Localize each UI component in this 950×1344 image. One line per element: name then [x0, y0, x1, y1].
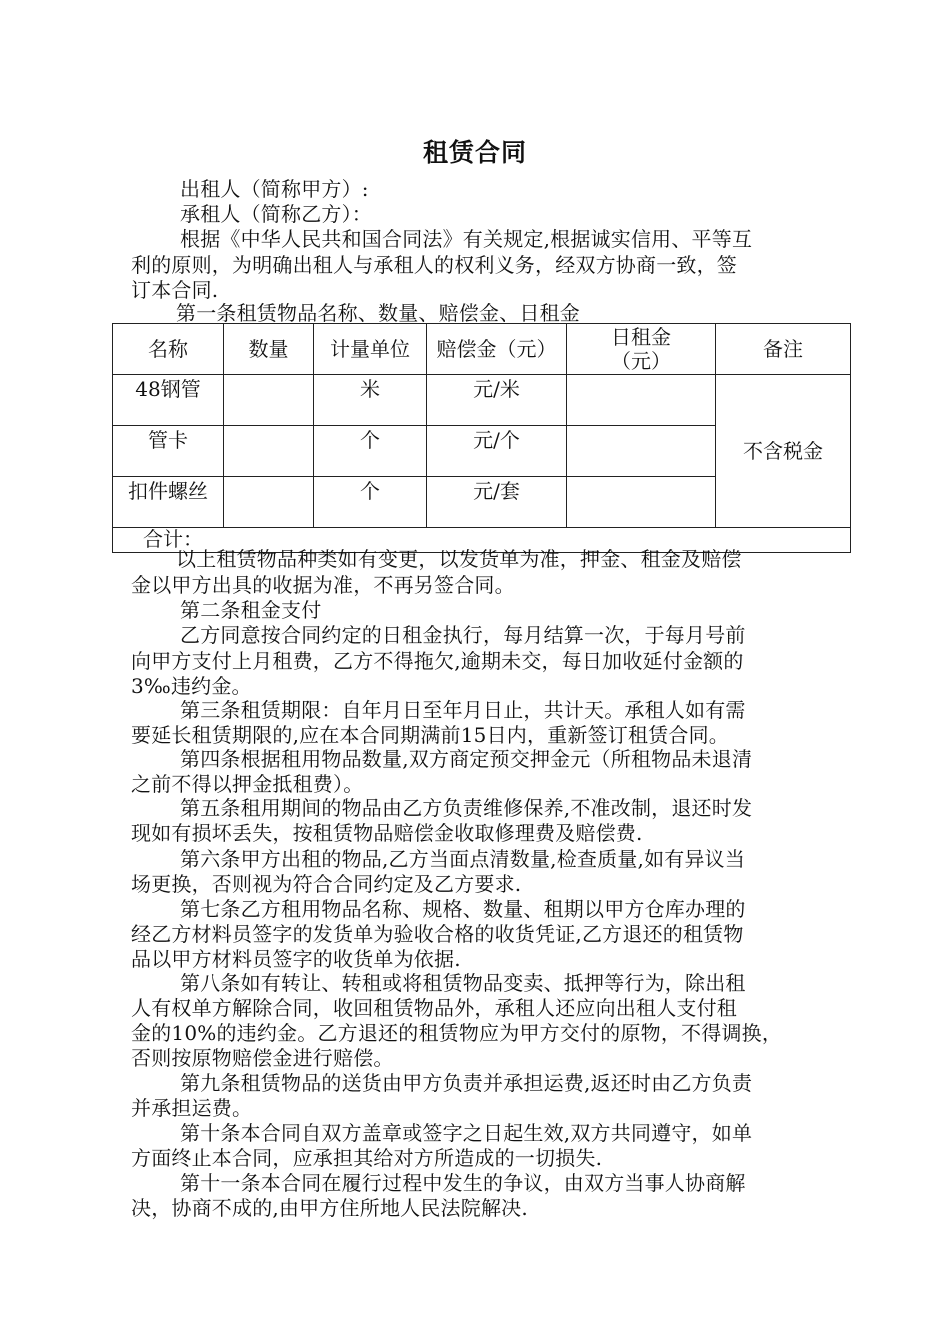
- cell-quantity: [224, 426, 314, 477]
- article1-heading: 第一条租赁物品名称、数量、赔偿金、日租金: [176, 301, 580, 325]
- rental-items-table-wrapper: [112, 323, 850, 551]
- header-unit: 计量单位: [314, 324, 427, 375]
- article8-line: 第八条如有转让、转租或将租赁物品变卖、抵押等行为，除出租: [180, 971, 746, 995]
- cell-compensation: 元/套: [427, 477, 567, 528]
- after-table-line: 金以甲方出具的收据为准，不再另签合同。: [131, 573, 515, 597]
- article2-line: 向甲方支付上月租费，乙方不得拖欠,逾期未交，每日加收延付金额的: [131, 649, 744, 673]
- lessor-line: 出租人（简称甲方）:: [180, 177, 369, 201]
- table-row: [113, 375, 851, 426]
- article8-line: 否则按原物赔偿金进行赔偿。: [131, 1046, 394, 1070]
- article11-line: 第十一条本合同在履行过程中发生的争议，由双方当事人协商解: [180, 1171, 746, 1195]
- cell-quantity: [224, 375, 314, 426]
- article9-line: 第九条租赁物品的送货由甲方负责并承担运费,返还时由乙方负责: [180, 1071, 753, 1095]
- header-compensation: 赔偿金（元）: [427, 324, 567, 375]
- header-daily-rent: [567, 324, 716, 375]
- article9-line: 并承担运费。: [131, 1096, 253, 1120]
- article7-line: 品以甲方材料员签字的收货单为依据.: [131, 947, 461, 971]
- article6-line: 第六条甲方出租的物品,乙方当面点清数量,检查质量,如有异议当: [180, 847, 746, 871]
- article3-line: 要延长租赁期限的,应在本合同期满前15日内，重新签订租赁合同。: [131, 723, 730, 747]
- article3-line: 第三条租赁期限：自年月日至年月日止，共计天。承租人如有需: [180, 698, 746, 722]
- cell-name: 扣件螺丝: [113, 477, 224, 528]
- cell-daily-rent: [567, 477, 716, 528]
- preamble-line: 根据《中华人民共和国合同法》有关规定,根据诚实信用、平等互: [180, 227, 753, 251]
- after-table-line: 以上租赁物品种类如有变更，以发货单为准，押金、租金及赔偿: [176, 547, 742, 571]
- cell-remark: 不含税金: [716, 375, 851, 528]
- table-header-row: [113, 324, 851, 375]
- cell-unit: 个: [314, 426, 427, 477]
- article10-line: 方面终止本合同，应承担其给对方所造成的一切损失.: [131, 1146, 603, 1170]
- article8-line: 金的10%的违约金。乙方退还的租赁物应为甲方交付的原物，不得调换，: [131, 1021, 783, 1045]
- cell-daily-rent: [567, 426, 716, 477]
- article2-line: 3‰违约金。: [131, 674, 252, 698]
- rental-items-table: [112, 323, 851, 553]
- article4-line: 之前不得以押金抵租费）。: [131, 772, 364, 796]
- header-quantity: 数量: [224, 324, 314, 375]
- cell-name: 48钢管: [113, 375, 224, 426]
- cell-compensation: 元/个: [427, 426, 567, 477]
- cell-total-label: 合计：: [113, 528, 851, 553]
- cell-unit: 个: [314, 477, 427, 528]
- article8-line: 人有权单方解除合同，收回租赁物品外，承租人还应向出租人支付租: [131, 996, 737, 1020]
- article2-line: 乙方同意按合同约定的日租金执行，每月结算一次，于每月号前: [180, 623, 746, 647]
- cell-quantity: [224, 477, 314, 528]
- article5-line: 现如有损坏丢失，按租赁物品赔偿金收取修理费及赔偿费.: [131, 821, 643, 845]
- article11-line: 决，协商不成的,由甲方住所地人民法院解决.: [131, 1196, 528, 1220]
- article4-line: 第四条根据租用物品数量,双方商定预交押金元（所租物品未退清: [180, 747, 753, 771]
- preamble-line: 订本合同.: [131, 278, 219, 302]
- header-remark: 备注: [716, 324, 851, 375]
- article2-heading: 第二条租金支付: [180, 598, 322, 622]
- header-daily-rent-line1: 日租金: [611, 325, 671, 349]
- article7-line: 经乙方材料员签字的发货单为验收合格的收货凭证,乙方退还的租赁物: [131, 922, 744, 946]
- lessee-line: 承租人（简称乙方）：: [180, 202, 372, 226]
- cell-name: 管卡: [113, 426, 224, 477]
- cell-daily-rent: [567, 375, 716, 426]
- preamble-line: 利的原则，为明确出租人与承租人的权利义务，经双方协商一致，签: [131, 253, 737, 277]
- header-daily-rent-line2: （元）: [611, 349, 671, 373]
- header-name: 名称: [113, 324, 224, 375]
- cell-compensation: 元/米: [427, 375, 567, 426]
- document-title: 租赁合同: [422, 138, 527, 167]
- article6-line: 场更换，否则视为符合合同约定及乙方要求.: [131, 872, 522, 896]
- article10-line: 第十条本合同自双方盖章或签字之日起生效,双方共同遵守，如单: [180, 1121, 753, 1145]
- cell-unit: 米: [314, 375, 427, 426]
- article5-line: 第五条租用期间的物品由乙方负责维修保养,不准改制，退还时发: [180, 796, 753, 820]
- article7-line: 第七条乙方租用物品名称、规格、数量、租期以甲方仓库办理的: [180, 897, 746, 921]
